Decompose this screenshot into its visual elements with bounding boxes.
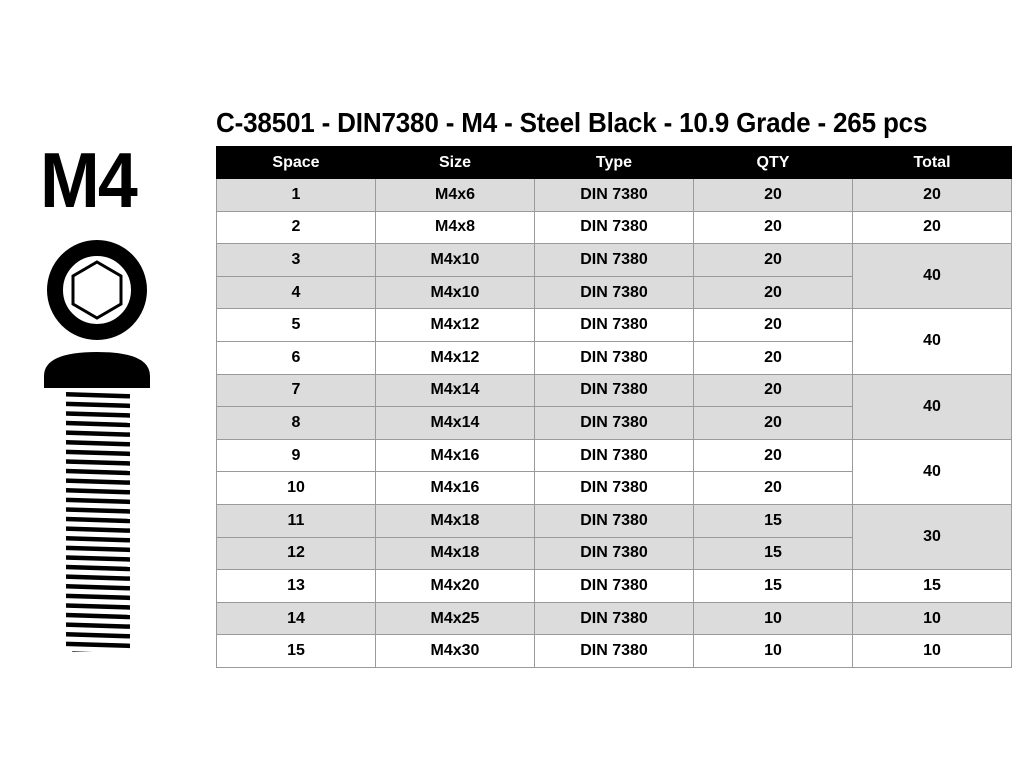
cell-total: 20	[853, 179, 1012, 212]
cell-size: M4x12	[376, 309, 535, 342]
table-row	[217, 374, 1012, 407]
cell-qty: 15	[694, 570, 853, 603]
cell-qty: 20	[694, 276, 853, 309]
cell-space: 13	[217, 570, 376, 603]
column-header-qty: QTY	[694, 147, 853, 179]
cell-qty: 20	[694, 374, 853, 407]
cell-size: M4x10	[376, 244, 535, 277]
cell-type: DIN 7380	[535, 602, 694, 635]
cell-type: DIN 7380	[535, 504, 694, 537]
cell-space: 6	[217, 341, 376, 374]
cell-size: M4x18	[376, 537, 535, 570]
bolt-side-view-icon	[40, 348, 154, 652]
cell-space: 7	[217, 374, 376, 407]
cell-size: M4x8	[376, 211, 535, 244]
cell-space: 3	[217, 244, 376, 277]
cell-type: DIN 7380	[535, 570, 694, 603]
cell-total: 40	[853, 374, 1012, 439]
table-row	[217, 439, 1012, 472]
cell-size: M4x30	[376, 635, 535, 668]
cell-space: 15	[217, 635, 376, 668]
cell-total: 40	[853, 309, 1012, 374]
cell-total: 40	[853, 439, 1012, 504]
table-row	[217, 570, 1012, 603]
table-row	[217, 602, 1012, 635]
cell-space: 11	[217, 504, 376, 537]
cell-qty: 10	[694, 635, 853, 668]
cell-qty: 20	[694, 341, 853, 374]
page-title: C-38501 - DIN7380 - M4 - Steel Black - 10.9 Grade - 265 pcs	[216, 107, 928, 138]
cell-qty: 10	[694, 602, 853, 635]
cell-total: 20	[853, 211, 1012, 244]
cell-type: DIN 7380	[535, 179, 694, 212]
table-row	[217, 504, 1012, 537]
cell-type: DIN 7380	[535, 407, 694, 440]
cell-space: 14	[217, 602, 376, 635]
cell-qty: 15	[694, 537, 853, 570]
table-header-row	[217, 147, 1012, 179]
column-header-size: Size	[376, 147, 535, 179]
cell-total: 15	[853, 570, 1012, 603]
cell-total: 10	[853, 602, 1012, 635]
cell-qty: 20	[694, 244, 853, 277]
cell-total: 10	[853, 635, 1012, 668]
cell-qty: 20	[694, 179, 853, 212]
cell-size: M4x14	[376, 374, 535, 407]
cell-type: DIN 7380	[535, 309, 694, 342]
cell-size: M4x16	[376, 439, 535, 472]
cell-space: 8	[217, 407, 376, 440]
cell-space: 5	[217, 309, 376, 342]
cell-qty: 20	[694, 211, 853, 244]
cell-space: 10	[217, 472, 376, 505]
cell-type: DIN 7380	[535, 374, 694, 407]
cell-type: DIN 7380	[535, 472, 694, 505]
cell-qty: 20	[694, 309, 853, 342]
cell-type: DIN 7380	[535, 439, 694, 472]
table-row	[217, 244, 1012, 277]
cell-size: M4x14	[376, 407, 535, 440]
cell-qty: 20	[694, 407, 853, 440]
column-header-total: Total	[853, 147, 1012, 179]
cell-size: M4x25	[376, 602, 535, 635]
cell-total: 30	[853, 504, 1012, 569]
cell-qty: 20	[694, 439, 853, 472]
column-header-space: Space	[217, 147, 376, 179]
cell-size: M4x6	[376, 179, 535, 212]
bolt-head-top-view-icon	[45, 238, 149, 342]
table-row	[217, 211, 1012, 244]
cell-space: 1	[217, 179, 376, 212]
cell-size: M4x20	[376, 570, 535, 603]
cell-space: 12	[217, 537, 376, 570]
parts-table	[216, 146, 1012, 668]
cell-type: DIN 7380	[535, 537, 694, 570]
cell-type: DIN 7380	[535, 211, 694, 244]
table-row	[217, 309, 1012, 342]
cell-space: 2	[217, 211, 376, 244]
table-row	[217, 635, 1012, 668]
cell-type: DIN 7380	[535, 244, 694, 277]
cell-qty: 15	[694, 504, 853, 537]
cell-type: DIN 7380	[535, 276, 694, 309]
cell-size: M4x10	[376, 276, 535, 309]
cell-size: M4x16	[376, 472, 535, 505]
column-header-type: Type	[535, 147, 694, 179]
cell-type: DIN 7380	[535, 341, 694, 374]
size-label: M4	[40, 136, 137, 224]
cell-qty: 20	[694, 472, 853, 505]
cell-space: 9	[217, 439, 376, 472]
cell-total: 40	[853, 244, 1012, 309]
cell-size: M4x18	[376, 504, 535, 537]
table-row	[217, 179, 1012, 212]
cell-space: 4	[217, 276, 376, 309]
cell-type: DIN 7380	[535, 635, 694, 668]
cell-size: M4x12	[376, 341, 535, 374]
